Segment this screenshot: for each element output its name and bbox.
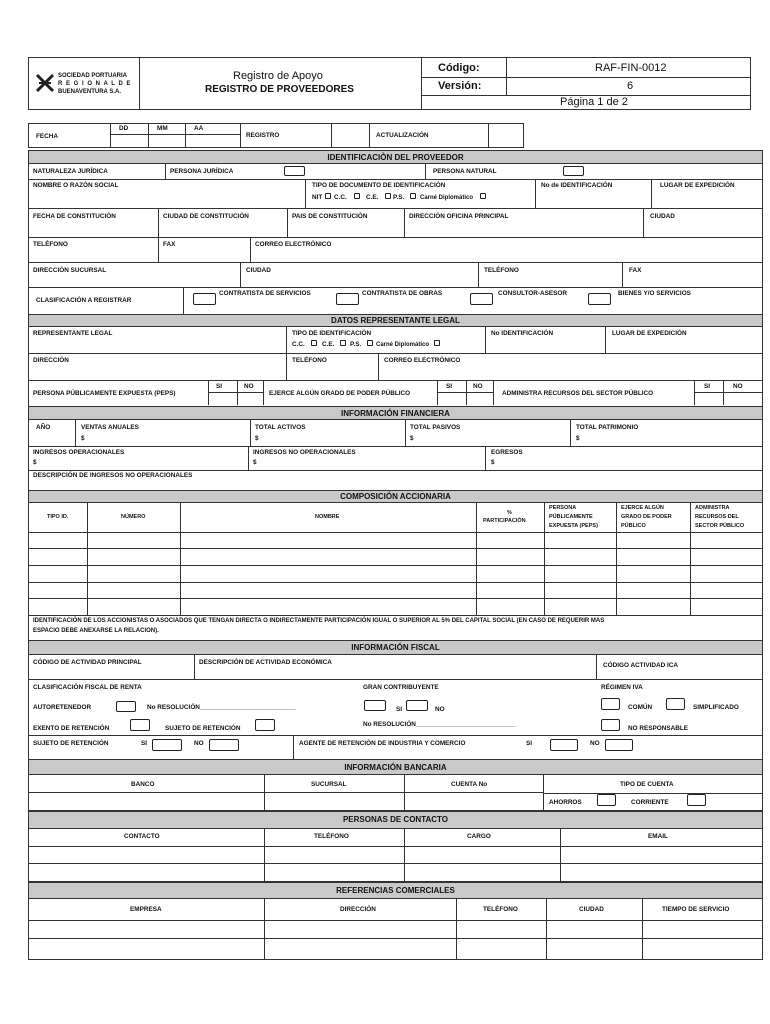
poder-no-field[interactable] [467, 393, 492, 404]
acc-pct-header-1: % [507, 510, 512, 516]
autoretenedor-checkbox[interactable] [116, 701, 136, 712]
section-bancaria: INFORMACIÓN BANCARIA [28, 759, 763, 775]
activos-label: TOTAL ACTIVOS [255, 424, 306, 431]
acc-numero-header: NÚMERO [121, 514, 146, 520]
aa-label: AA [194, 125, 204, 132]
persona-juridica-checkbox[interactable] [284, 166, 305, 176]
acc-tipo-header: TIPO ID. [47, 514, 69, 520]
pasivos-label: TOTAL PASIVOS [410, 424, 461, 431]
ce-checkbox[interactable] [385, 193, 391, 199]
no-responsable-checkbox[interactable] [601, 719, 620, 731]
company-name-3: BUENAVENTURA S.A. [58, 89, 122, 95]
simplificado-label: SIMPLIFICADO [693, 704, 739, 711]
sujeto-no-label: NO [194, 740, 204, 747]
regimen-iva-label: RÉGIMEN IVA [601, 684, 643, 691]
persona-juridica-label: PERSONA JURÍDICA [170, 168, 234, 175]
consultor-checkbox[interactable] [470, 293, 493, 305]
agente-no-label: NO [590, 740, 600, 747]
banco-field[interactable] [29, 793, 263, 809]
bienes-label: BIENES Y/O SERVICIOS [618, 290, 691, 297]
servicios-checkbox[interactable] [193, 293, 216, 305]
cc-label: C.C. [334, 194, 347, 201]
company-name-1: SOCIEDAD PORTUARIA [58, 73, 128, 79]
administra-no-label: NO [733, 383, 743, 390]
poder-no-label: NO [473, 383, 483, 390]
cuenta-field[interactable] [405, 793, 542, 809]
razon-social-label: NOMBRE O RAZÓN SOCIAL [33, 182, 119, 189]
actualizacion-label: ACTUALIZACIÓN [376, 132, 429, 139]
sucursal-field[interactable] [265, 793, 403, 809]
registro-label: REGISTRO [246, 132, 280, 139]
egresos-label: EGRESOS [491, 449, 523, 456]
gran-si-label: SI [396, 706, 403, 713]
persona-natural-label: PERSONA NATURAL [433, 168, 497, 175]
administra-label: ADMINISTRA RECURSOS DEL SECTOR PÚBLICO [502, 390, 654, 397]
acc-nota-line-1: IDENTIFICACIÓN DE LOS ACCIONISTAS O ASOCIADOS QUE TENGAN DIRECTA O INDIRECTAMENTE PARTICIPACIÓN IGUAL O SUPERIOR AL 5% DEL CAPITAL SOCIAL (EN CASO DE REQUERIR MAS [33, 618, 605, 624]
cargo-header: CARGO [467, 833, 491, 840]
rep-no-ident-label: No IDENTIFICACIÓN [491, 330, 554, 337]
dd-label: DD [119, 125, 129, 132]
rep-tipo-label: TIPO DE IDENTIFICACIÓN [292, 330, 372, 337]
fax-label: FAX [163, 241, 176, 248]
sujeto-ret-2-label: SUJETO DE RETENCIÓN [33, 740, 109, 747]
corriente-checkbox[interactable] [687, 794, 706, 806]
fecha-const-label: FECHA DE CONSTITUCIÓN [33, 213, 116, 220]
contacto-telefono-header: TELÉFONO [314, 833, 349, 840]
ahorros-label: AHORROS [549, 799, 582, 806]
gran-si-checkbox[interactable] [364, 700, 386, 711]
peps-si-field[interactable] [209, 393, 236, 404]
ing-op-dollar: $ [33, 459, 37, 466]
rep-correo-label: CORREO ELECTRÓNICO [384, 357, 461, 364]
actualizacion-checkbox[interactable] [489, 124, 523, 147]
carne-label: Carné Diplomático [420, 195, 474, 201]
patrimonio-label: TOTAL PATRIMONIO [576, 424, 639, 431]
peps-no-field[interactable] [238, 393, 262, 404]
company-name-2: R E G I O N A L D E [58, 81, 132, 87]
dir-sucursal-label: DIRECCIÓN SUCURSAL [33, 267, 107, 274]
gran-no-checkbox[interactable] [406, 700, 428, 711]
desc-noop-label: DESCRIPCIÓN DE INGRESOS NO OPERACIONALES [33, 472, 193, 479]
activos-dollar: $ [255, 435, 259, 442]
rep-carne-label: Carné Diplomático [376, 342, 430, 348]
bienes-checkbox[interactable] [588, 293, 611, 305]
naturaleza-label: NATURALEZA JURÍDICA [33, 168, 108, 175]
acc-poder-header-1: EJERCE ALGÚN [621, 505, 664, 511]
anio-label: AÑO [36, 424, 51, 431]
patrimonio-dollar: $ [576, 435, 580, 442]
rep-ps-checkbox[interactable] [367, 340, 373, 346]
acc-nota-line-2: ESPACIO DEBE ANEXARSE LA RELACION). [33, 628, 159, 634]
agente-si-checkbox[interactable] [550, 739, 578, 751]
ing-noop-label: INGRESOS NO OPERACIONALES [253, 449, 356, 456]
sujeto-si-checkbox[interactable] [152, 739, 182, 751]
ahorros-checkbox[interactable] [597, 794, 616, 806]
telefono-label: TELÉFONO [33, 241, 68, 248]
poder-si-label: SI [446, 383, 453, 390]
carne-checkbox[interactable] [480, 193, 486, 199]
code-value: RAF-FIN-0012 [595, 62, 667, 74]
no-resolucion-2-label: No RESOLUCIÓN____________________________ [363, 721, 516, 728]
administra-si-label: SI [704, 383, 711, 390]
ventas-label: VENTAS ANUALES [81, 424, 139, 431]
sujeto-no-checkbox[interactable] [209, 739, 239, 751]
gran-no-label: NO [435, 706, 445, 713]
ing-op-label: INGRESOS OPERACIONALES [33, 449, 125, 456]
ref-telefono-header: TELÉFONO [483, 906, 518, 913]
acc-adm-header-3: SECTOR PÚBLICO [695, 523, 745, 529]
sujeto-ret-checkbox[interactable] [255, 719, 275, 731]
codigo-actividad-label: CÓDIGO DE ACTIVIDAD PRINCIPAL [33, 659, 142, 666]
ps-checkbox[interactable] [410, 193, 416, 199]
sujeto-ret-label: SUJETO DE RETENCIÓN [165, 725, 241, 732]
ciudad-sucursal-label: CIUDAD [246, 267, 271, 274]
acc-nombre-header: NOMBRE [315, 514, 340, 520]
ref-ciudad-header: CIUDAD [579, 906, 604, 913]
tipo-cuenta-header: TIPO DE CUENTA [620, 781, 674, 788]
cuenta-header: CUENTA No [451, 781, 488, 788]
egresos-dollar: $ [491, 459, 495, 466]
contacto-header: CONTACTO [124, 833, 160, 840]
servicios-label: CONTRATISTA DE SERVICIOS [219, 290, 311, 297]
fax-sucursal-label: FAX [629, 267, 642, 274]
rep-legal-label: REPRESENTANTE LEGAL [33, 330, 113, 337]
ciudad-label: CIUDAD [650, 213, 675, 220]
obras-checkbox[interactable] [336, 293, 359, 305]
sucursal-header: SUCURSAL [311, 781, 347, 788]
peps-si-label: SI [216, 383, 223, 390]
rep-cc-label: C.C. [292, 341, 305, 348]
page-number: Página 1 de 2 [560, 96, 628, 108]
company-logo [35, 71, 55, 95]
peps-label: PERSONA PÚBLICAMENTE EXPUESTA (PEPS) [33, 390, 176, 397]
poder-publico-label: EJERCE ALGÚN GRADO DE PODER PÚBLICO [269, 390, 411, 397]
rep-lugar-label: LUGAR DE EXPEDICIÓN [612, 330, 687, 337]
exento-checkbox[interactable] [130, 719, 150, 731]
obras-label: CONTRATISTA DE OBRAS [362, 290, 443, 297]
comun-checkbox[interactable] [601, 698, 620, 710]
ref-empresa-header: EMPRESA [130, 906, 162, 913]
nit-checkbox[interactable] [325, 193, 331, 199]
acc-adm-header-2: RECURSOS DEL [695, 514, 739, 520]
acc-poder-header-3: PÚBLICO [621, 523, 646, 529]
section-referencias: REFERENCIAS COMERCIALES [28, 882, 763, 899]
cc-checkbox[interactable] [354, 193, 360, 199]
corriente-label: CORRIENTE [631, 799, 669, 806]
acc-poder-header-2: GRADO DE PODER [621, 514, 672, 520]
ventas-dollar: $ [81, 435, 85, 442]
persona-natural-checkbox[interactable] [563, 166, 584, 176]
rep-ce-label: C.E. [322, 341, 335, 348]
ps-label: P.S. [393, 194, 405, 201]
email-header: EMAIL [648, 833, 668, 840]
ref-direccion-header: DIRECCIÓN [340, 906, 376, 913]
sujeto-si-label: SI [141, 740, 148, 747]
section-representante: DATOS REPRESENTANTE LEGAL [28, 314, 763, 327]
clasificacion-label: CLASIFICACIÓN A REGISTRAR [36, 297, 132, 304]
clasif-renta-label: CLASIFICACIÓN FISCAL DE RENTA [33, 684, 142, 691]
pasivos-dollar: $ [410, 435, 414, 442]
simplificado-checkbox[interactable] [666, 698, 685, 710]
code-label: Código: [438, 62, 480, 74]
tipo-doc-label: TIPO DE DOCUMENTO DE IDENTIFICACIÓN [312, 182, 446, 189]
version-value: 6 [627, 80, 634, 92]
comun-label: COMÚN [628, 704, 653, 711]
no-resolucion-1-label: No RESOLUCIÓN___________________________ [147, 704, 296, 711]
banco-header: BANCO [131, 781, 155, 788]
acc-adm-header-1: ADMINISTRA [695, 505, 730, 511]
agente-no-checkbox[interactable] [605, 739, 633, 751]
desc-actividad-label: DESCRIPCIÓN DE ACTIVIDAD ECONÓMICA [199, 659, 332, 666]
pais-const-label: PAIS DE CONSTITUCIÓN [292, 213, 368, 220]
agente-ret-label: AGENTE DE RETENCIÓN DE INDUSTRIA Y COMERCIO [299, 740, 466, 747]
section-financiera: INFORMACIÓN FINANCIERA [28, 406, 763, 420]
administra-no-field[interactable] [724, 393, 762, 404]
autoretenedor-label: AUTORETENEDOR [33, 704, 92, 711]
no-ident-label: No de IDENTIFICACIÓN [541, 182, 613, 189]
poder-si-field[interactable] [438, 393, 465, 404]
ce-label: C.E. [366, 194, 379, 201]
telefono-sucursal-label: TELÉFONO [484, 267, 519, 274]
consultor-label: CONSULTOR-ASESOR [498, 290, 567, 297]
mm-label: MM [157, 125, 168, 132]
peps-no-label: NO [244, 383, 254, 390]
year-field[interactable] [186, 135, 239, 147]
direccion-ofi-label: DIRECCIÓN OFICINA PRINCIPAL [409, 213, 509, 220]
no-responsable-label: NO RESPONSABLE [628, 725, 689, 732]
lugar-exp-label: LUGAR DE EXPEDICIÓN [660, 182, 735, 189]
section-identificacion: IDENTIFICACIÒN DEL PROVEEDOR [28, 150, 763, 164]
acc-peps-header-1: PERSONA [549, 505, 577, 511]
gran-contribuyente-label: GRAN CONTRIBUYENTE [363, 684, 439, 691]
rep-carne-checkbox[interactable] [434, 340, 440, 346]
nit-label: NIT [312, 194, 323, 201]
rep-telefono-label: TELÉFONO [292, 357, 327, 364]
fecha-label: FECHA [36, 133, 59, 140]
rep-cc-checkbox[interactable] [311, 340, 317, 346]
doc-title: Registro de Apoyo [233, 70, 323, 82]
agente-si-label: SI [526, 740, 533, 747]
version-label: Versión: [438, 80, 482, 92]
day-field[interactable] [111, 135, 147, 147]
exento-label: EXENTO DE RETENCIÓN [33, 725, 110, 732]
rep-direccion-label: DIRECCIÓN [33, 357, 69, 364]
acc-peps-header-2: PÚBLICAMENTE [549, 514, 593, 520]
section-accionaria: COMPOSICIÓN ACCIONARIA [28, 490, 763, 503]
acc-peps-header-3: EXPUESTA (PEPS) [549, 523, 598, 529]
correo-label: CORREO ELECTRÓNICO [255, 241, 332, 248]
registro-checkbox[interactable] [332, 124, 368, 147]
month-field[interactable] [149, 135, 184, 147]
acc-pct-header-2: PARTICIPACIÓN [483, 518, 526, 524]
codigo-ica-label: CÓDIGO ACTIVIDAD ICA [603, 662, 679, 669]
administra-si-field[interactable] [695, 393, 722, 404]
ref-tiempo-header: TIEMPO DE SERVICIO [662, 906, 730, 913]
ing-noop-dollar: $ [253, 459, 257, 466]
rep-ps-label: P.S. [350, 341, 362, 348]
doc-subtitle: REGISTRO DE PROVEEDORES [205, 84, 354, 95]
section-fiscal: INFORMACIÓN FISCAL [28, 640, 763, 655]
ciudad-const-label: CIUDAD DE CONSTITUCIÓN [163, 213, 249, 220]
rep-ce-checkbox[interactable] [340, 340, 346, 346]
section-contacto: PERSONAS DE CONTACTO [28, 811, 763, 829]
